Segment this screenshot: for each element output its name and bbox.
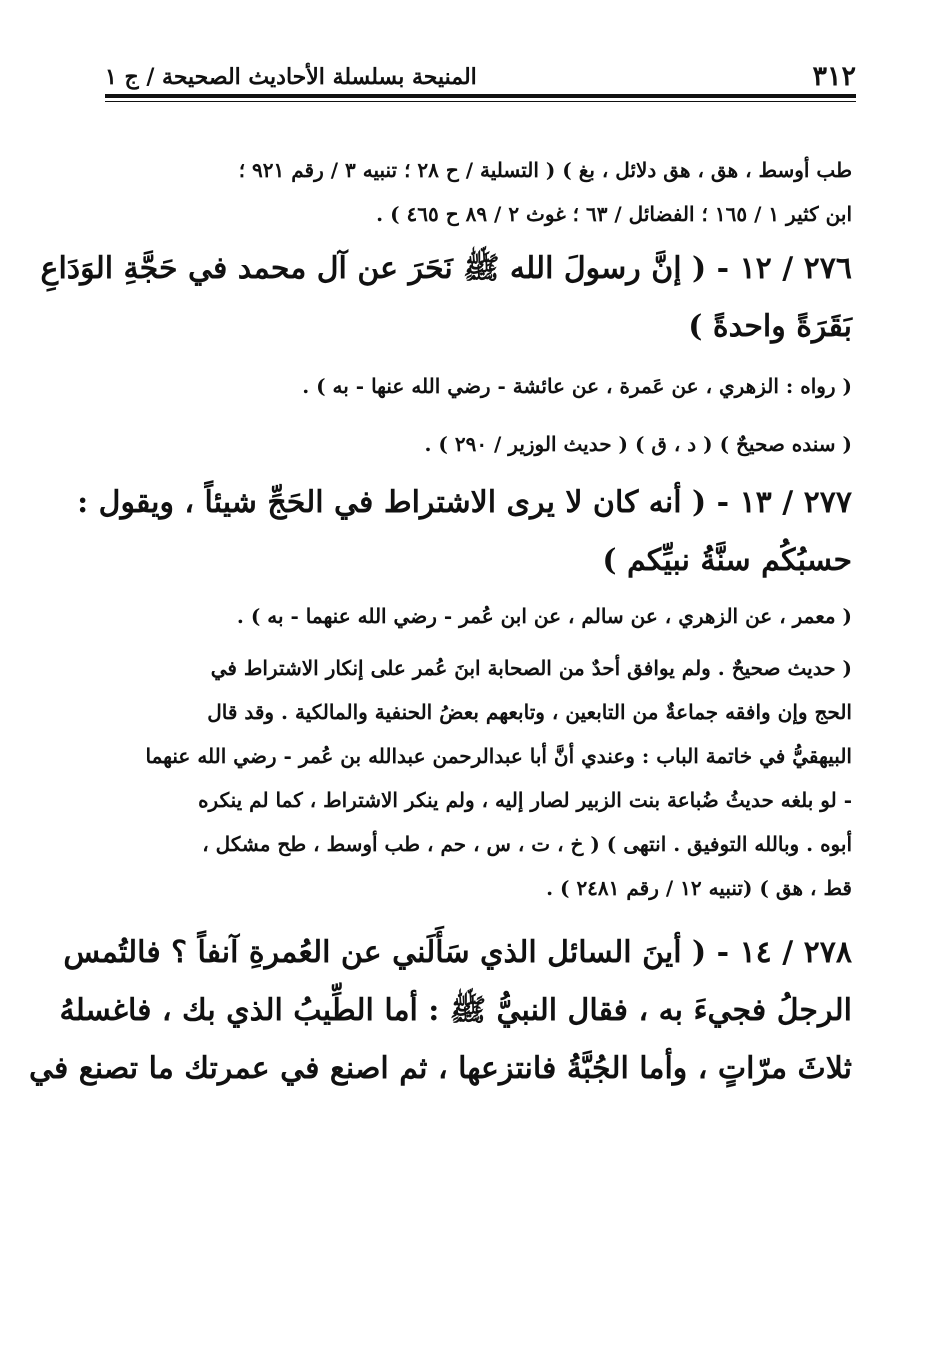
page-header xyxy=(105,52,856,92)
text-line: ( حديث صحيحٌ . ولم يوافق أحدٌ من الصحابة ابنَ عُمر على إنكار الاشتراط في xyxy=(210,656,852,680)
text-line: - لو بلغه حديثُ ضُباعة بنت الزبير لصار إليه ، ولم ينكر الاشتراط ، كما لم ينكره xyxy=(198,788,852,812)
text-line: ٢٧٨ / ١٤ - ( أينَ السائل الذي سَأَلَني عن العُمرةِ آنفاً ؟ فالتُمس xyxy=(63,935,852,970)
text-line: طب أوسط ، هق ، هق دلائل ، بغ ) ( التسلية / ح ٢٨ ؛ تنبيه ٣ / رقم ٩٢١ ؛ xyxy=(238,158,852,182)
text-line: حسبُكُم سنَّةُ نبيِّكم ) xyxy=(602,543,852,578)
header-rule xyxy=(105,94,856,98)
text-line: البيهقيُّ في خاتمة الباب : وعندي أنَّ أبا عبدالرحمن عبدالله بن عُمر - رضي الله عنهما xyxy=(145,744,852,768)
page-number: ٣١٢ xyxy=(812,61,856,92)
text-line: الحج وإن وافقه جماعةٌ من التابعين ، وتابعهم بعضُ الحنفية والمالكية . وقد قال xyxy=(207,700,852,724)
text-line: ( معمر ، عن الزهري ، عن سالم ، عن ابن عُمر - رضي الله عنهما - به ) . xyxy=(236,604,852,628)
commentary-note xyxy=(100,646,852,910)
text-line: بَقَرَةً واحدةً ) xyxy=(688,309,852,344)
page-body xyxy=(28,148,852,1098)
text-line: أبوه . وبالله التوفيق . انتهى ) ( خ ، ت ، س ، حم ، طب أوسط ، طح مشكل ، xyxy=(202,832,852,856)
grading-note xyxy=(100,422,852,466)
text-line: ثلاثَ مرّاتٍ ، وأما الجُبَّةُ فانتزعها ، ثم اصنع في عمرتك ما تصنع في xyxy=(28,1051,852,1086)
text-line: ٢٧٧ / ١٣ - ( أنه كان لا يرى الاشتراط في الحَجِّ شيئاً ، ويقول : xyxy=(77,485,852,520)
hadith-276 xyxy=(40,240,852,356)
narration-note xyxy=(100,364,852,408)
text-line: ( سنده صحيحٌ ) ( د ، ق ) ( حديث الوزير / ٢٩٠ ) . xyxy=(424,432,852,456)
narration-note xyxy=(100,594,852,638)
text-line: الرجلُ فجيءَ به ، فقال النبيُّ ﷺ : أما الطِّيبُ الذي بك ، فاغسلهُ xyxy=(59,993,852,1028)
text-line: ٢٧٦ / ١٢ - ( إنَّ رسولَ الله ﷺ نَحَرَ عن آل محمد في حَجَّةِ الوَدَاعِ xyxy=(40,251,852,286)
running-title: المنيحة بسلسلة الأحاديث الصحيحة / ج ١ xyxy=(105,64,477,90)
text-line: ابن كثير ١ / ١٦٥ ؛ الفضائل / ٦٣ ؛ غوث ٢ / ٨٩ ح ٤٦٥ ) . xyxy=(376,202,852,226)
text-line: قط ، هق ) (تنبيه ١٢ / رقم ٢٤٨١ ) . xyxy=(546,876,852,900)
hadith-278 xyxy=(28,924,852,1098)
text-line: ( رواه : الزهري ، عن عَمرة ، عن عائشة - رضي الله عنها - به ) . xyxy=(302,374,852,398)
reference-note xyxy=(100,148,852,236)
hadith-277 xyxy=(77,474,852,590)
